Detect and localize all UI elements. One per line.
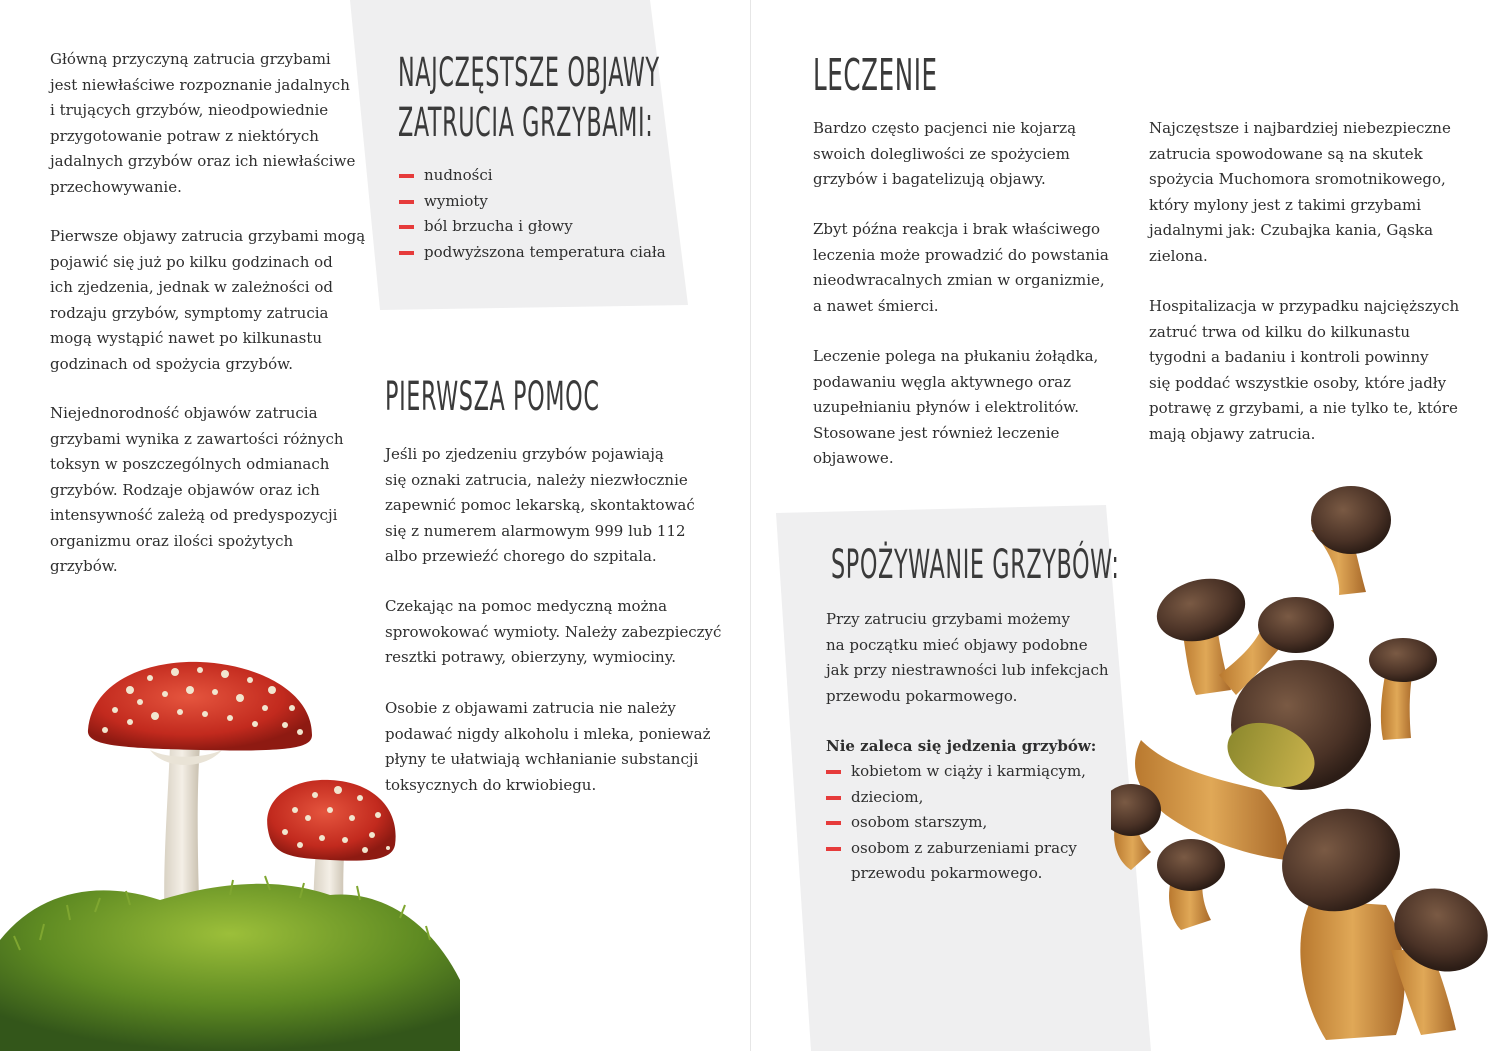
treatment-col1-paragraph-1: Bardzo często pacjenci nie kojarzą swoich dolegliwości ze spożyciem grzybów i bagatelizują objawy. — [813, 119, 1077, 188]
bullet-dash-icon — [826, 847, 841, 851]
symptoms-list — [399, 163, 666, 265]
fly-agaric-illustration — [0, 650, 460, 1051]
symptoms-title-line1: NAJCZĘSTSZE OBJAWY — [398, 50, 660, 96]
eating-title: SPOŻYWANIE GRZYBÓW: — [831, 542, 1120, 588]
right-page — [750, 0, 1500, 1051]
first-aid-paragraph-2: Czekając na pomoc medyczną można sprowokować wymioty. Należy zabezpieczyć resztki potrawy, obierzyny, wymiociny. — [385, 597, 722, 666]
bullet-dash-icon — [399, 174, 414, 178]
intro-paragraph-2: Pierwsze objawy zatrucia grzybami mogą pojawić się już po kilku godzinach od ich zjedzenia, jednak w zależności od rodzaju grzybów, symptomy zatrucia mogą wystąpić nawet po kilkunastu godzinach od spożycia grzybów. — [50, 227, 366, 373]
treatment-title: LECZENIE — [813, 50, 938, 101]
list-item: nudności — [399, 163, 666, 189]
first-aid-title: PIERWSZA POMOC — [385, 374, 600, 420]
bullet-dash-icon — [399, 251, 414, 255]
list-item: wymioty — [399, 189, 666, 215]
first-aid-paragraph-3: Osobie z objawami zatrucia nie należy podawać nigdy alkoholu i mleka, ponieważ płyny te ułatwiają wchłanianie substancji toksycznych do krwiobiegu. — [385, 699, 711, 794]
treatment-col1-paragraph-2: Zbyt późna reakcja i brak właściwego leczenia może prowadzić do powstania nieodwracalnych zmian w organizmie, a nawet śmierci. — [813, 220, 1109, 315]
boletus-mushrooms-illustration — [1111, 480, 1500, 1051]
treatment-col1-paragraph-3: Leczenie polega na płukaniu żołądka, podawaniu węgla aktywnego oraz uzupełnianiu płynów i elektrolitów. Stosowane jest również leczenie objawowe. — [813, 347, 1099, 467]
bullet-dash-icon — [826, 796, 841, 800]
eating-intro: Przy zatruciu grzybami możemy na początku mieć objawy podobne jak przy niestrawności lub infekcjach przewodu pokarmowego. — [826, 610, 1109, 705]
intro-paragraph-1: Główną przyczyną zatrucia grzybami jest niewłaściwe rozpoznanie jadalnych i trujących grzybów, nieodpowiednie przygotowanie potraw z niektórych jadalnych grzybów oraz ich niewłaściwe przechowywanie. — [50, 50, 356, 196]
first-aid-paragraph-1: Jeśli po zjedzeniu grzybów pojawiają się oznaki zatrucia, należy niezwłocznie zapewnić pomoc lekarską, skontaktować się z numerem alarmowym 999 lub 112 albo przewieźć chorego do szpitala. — [385, 445, 695, 565]
list-item: kobietom w ciąży i karmiącym, — [826, 759, 1086, 785]
list-item: dzieciom, — [826, 785, 1086, 811]
list-item: osobom z zaburzeniami pracy przewodu pokarmowego. — [826, 836, 1086, 887]
list-item: osobom starszym, — [826, 810, 1086, 836]
treatment-col2-paragraph-2: Hospitalizacja w przypadku najcięższych zatruć trwa od kilku do kilkunastu tygodni a badaniu i kontroli powinny się poddać wszystkie osoby, które jadły potrawę z grzybami, a nie tylko te, które mają objawy zatrucia. — [1149, 297, 1460, 443]
list-item: podwyższona temperatura ciała — [399, 240, 666, 266]
symptoms-title-line2: ZATRUCIA GRZYBAMI: — [398, 100, 654, 146]
eating-warning-heading: Nie zaleca się jedzenia grzybów: — [826, 737, 1097, 755]
intro-paragraph-3: Niejednorodność objawów zatrucia grzybami wynika z zawartości różnych toksyn w poszczególnych odmianach grzybów. Rodzaje objawów oraz ich intensywność zależą od predyspozycji organizmu oraz ilości spożytych grzybów. — [50, 404, 344, 575]
treatment-col2-paragraph-1: Najczęstsze i najbardziej niebezpieczne zatrucia spowodowane są na skutek spożycia Muchomora sromotnikowego, który mylony jest z takimi grzybami jadalnymi jak: Czubajka kania, Gąska zielona. — [1149, 119, 1451, 265]
eating-warning-list — [826, 759, 1086, 887]
list-item: ból brzucha i głowy — [399, 214, 666, 240]
bullet-dash-icon — [826, 770, 841, 774]
bullet-dash-icon — [399, 225, 414, 229]
bullet-dash-icon — [826, 821, 841, 825]
bullet-dash-icon — [399, 200, 414, 204]
